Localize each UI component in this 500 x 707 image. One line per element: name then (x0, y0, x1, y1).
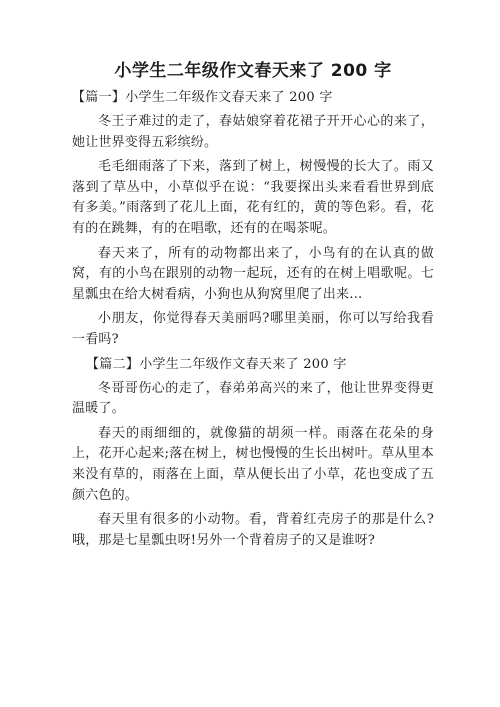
section-one-heading: 【篇一】小学生二年级作文春天来了 200 字 (72, 90, 333, 105)
paragraph: 毛毛细雨落了下来，落到了树上，树慢慢的长大了。雨又落到了草丛中，小草似乎在说：“我要探出头来看看世界到底有多美。”雨落到了花儿上面，花有红的，黄的等色彩。看，花有的在跳舞，有的在唱歌，还有的在喝茶呢。 (72, 159, 434, 236)
paragraph: 春天来了，所有的动物都出来了，小鸟有的在认真的做窝，有的小鸟在跟别的动物一起玩，还有的在树上唱歌呢。七星瓢虫在给大树看病，小狗也从狗窝里爬了出来… (72, 245, 434, 302)
paragraph: 小朋友，你觉得春天美丽吗?哪里美丽，你可以写给我看一看吗? (72, 311, 434, 347)
paragraph: 春天里有很多的小动物。看，背着红壳房子的那是什么?哦，那是七星瓢虫呀!另外一个背着房子的又是谁呀? (72, 512, 434, 548)
section-two (72, 351, 434, 552)
paragraph: 冬哥哥伤心的走了，春弟弟高兴的来了，他让世界变得更温暖了。 (72, 380, 434, 417)
document-title: 小学生二年级作文春天来了 200 字 (114, 61, 392, 81)
document-page (72, 58, 434, 551)
section-one (72, 88, 434, 351)
section-two-heading: 【篇二】小学生二年级作文春天来了 200 字 (86, 356, 347, 372)
paragraph: 冬王子难过的走了，春姑娘穿着花裙子开开心心的来了，她让世界变得五彩缤纷。 (72, 114, 434, 150)
paragraph: 春天的雨细细的，就像猫的胡须一样。雨落在花朵的身上，花开心起来;落在树上，树也慢慢的生长出树叶。草从里本来没有草的，雨落在上面，草从便长出了小草，花也变成了五颜六色的。 (72, 425, 434, 503)
